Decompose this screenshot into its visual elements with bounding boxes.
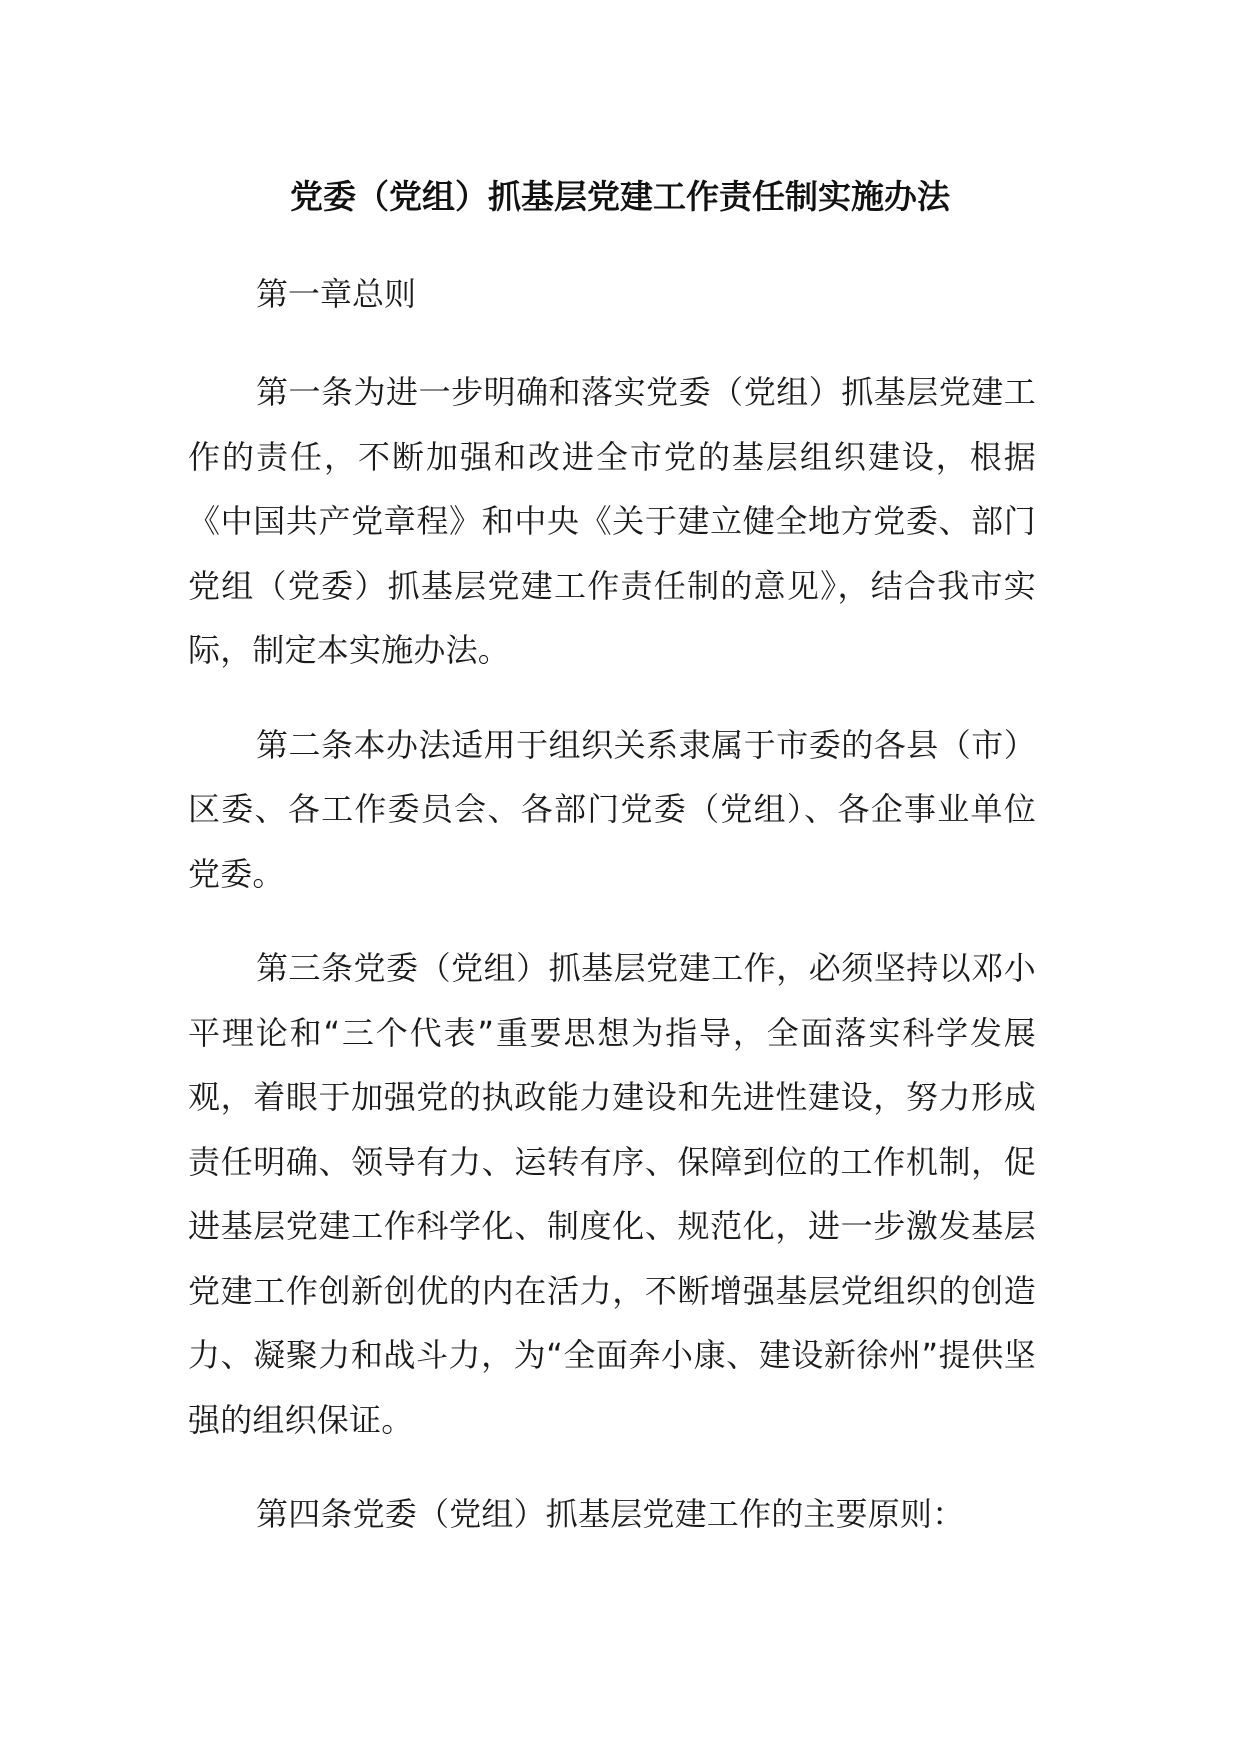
document-body [188, 262, 1036, 1547]
article-4: 第四条党委（党组）抓基层党建工作的主要原则： [256, 1495, 965, 1533]
document-title: 党委（党组）抓基层党建工作责任制实施办法 [290, 177, 950, 216]
article-3: 第三条党委（党组）抓基层党建工作，必须坚持以邓小平理论和“三个代表”重要思想为指导，全面落实科学发展观，着眼于加强党的执政能力建设和先进性建设，努力形成责任明确、领导有力、运转有序、保障到位的工作机制，促进基层党建工作科学化、制度化、规范化，进一步激发基层党建工作创新创优的内在活力，不断增强基层党组织的创造力、凝聚力和战斗力，为“全面奔小康、建设新徐州”提供坚强的组织保证。 [188, 949, 1036, 1439]
article-2: 第二条本办法适用于组织关系隶属于市委的各县（市）区委、各工作委员会、各部门党委（党组）、各企事业单位党委。 [188, 725, 1036, 893]
article-1: 第一条为进一步明确和落实党委（党组）抓基层党建工作的责任，不断加强和改进全市党的基层组织建设，根据《中国共产党章程》和中央《关于建立健全地方党委、部门党组（党委）抓基层党建工作责任制的意见》，结合我市实际，制定本实施办法。 [188, 373, 1036, 669]
chapter-heading: 第一章总则 [256, 275, 417, 313]
